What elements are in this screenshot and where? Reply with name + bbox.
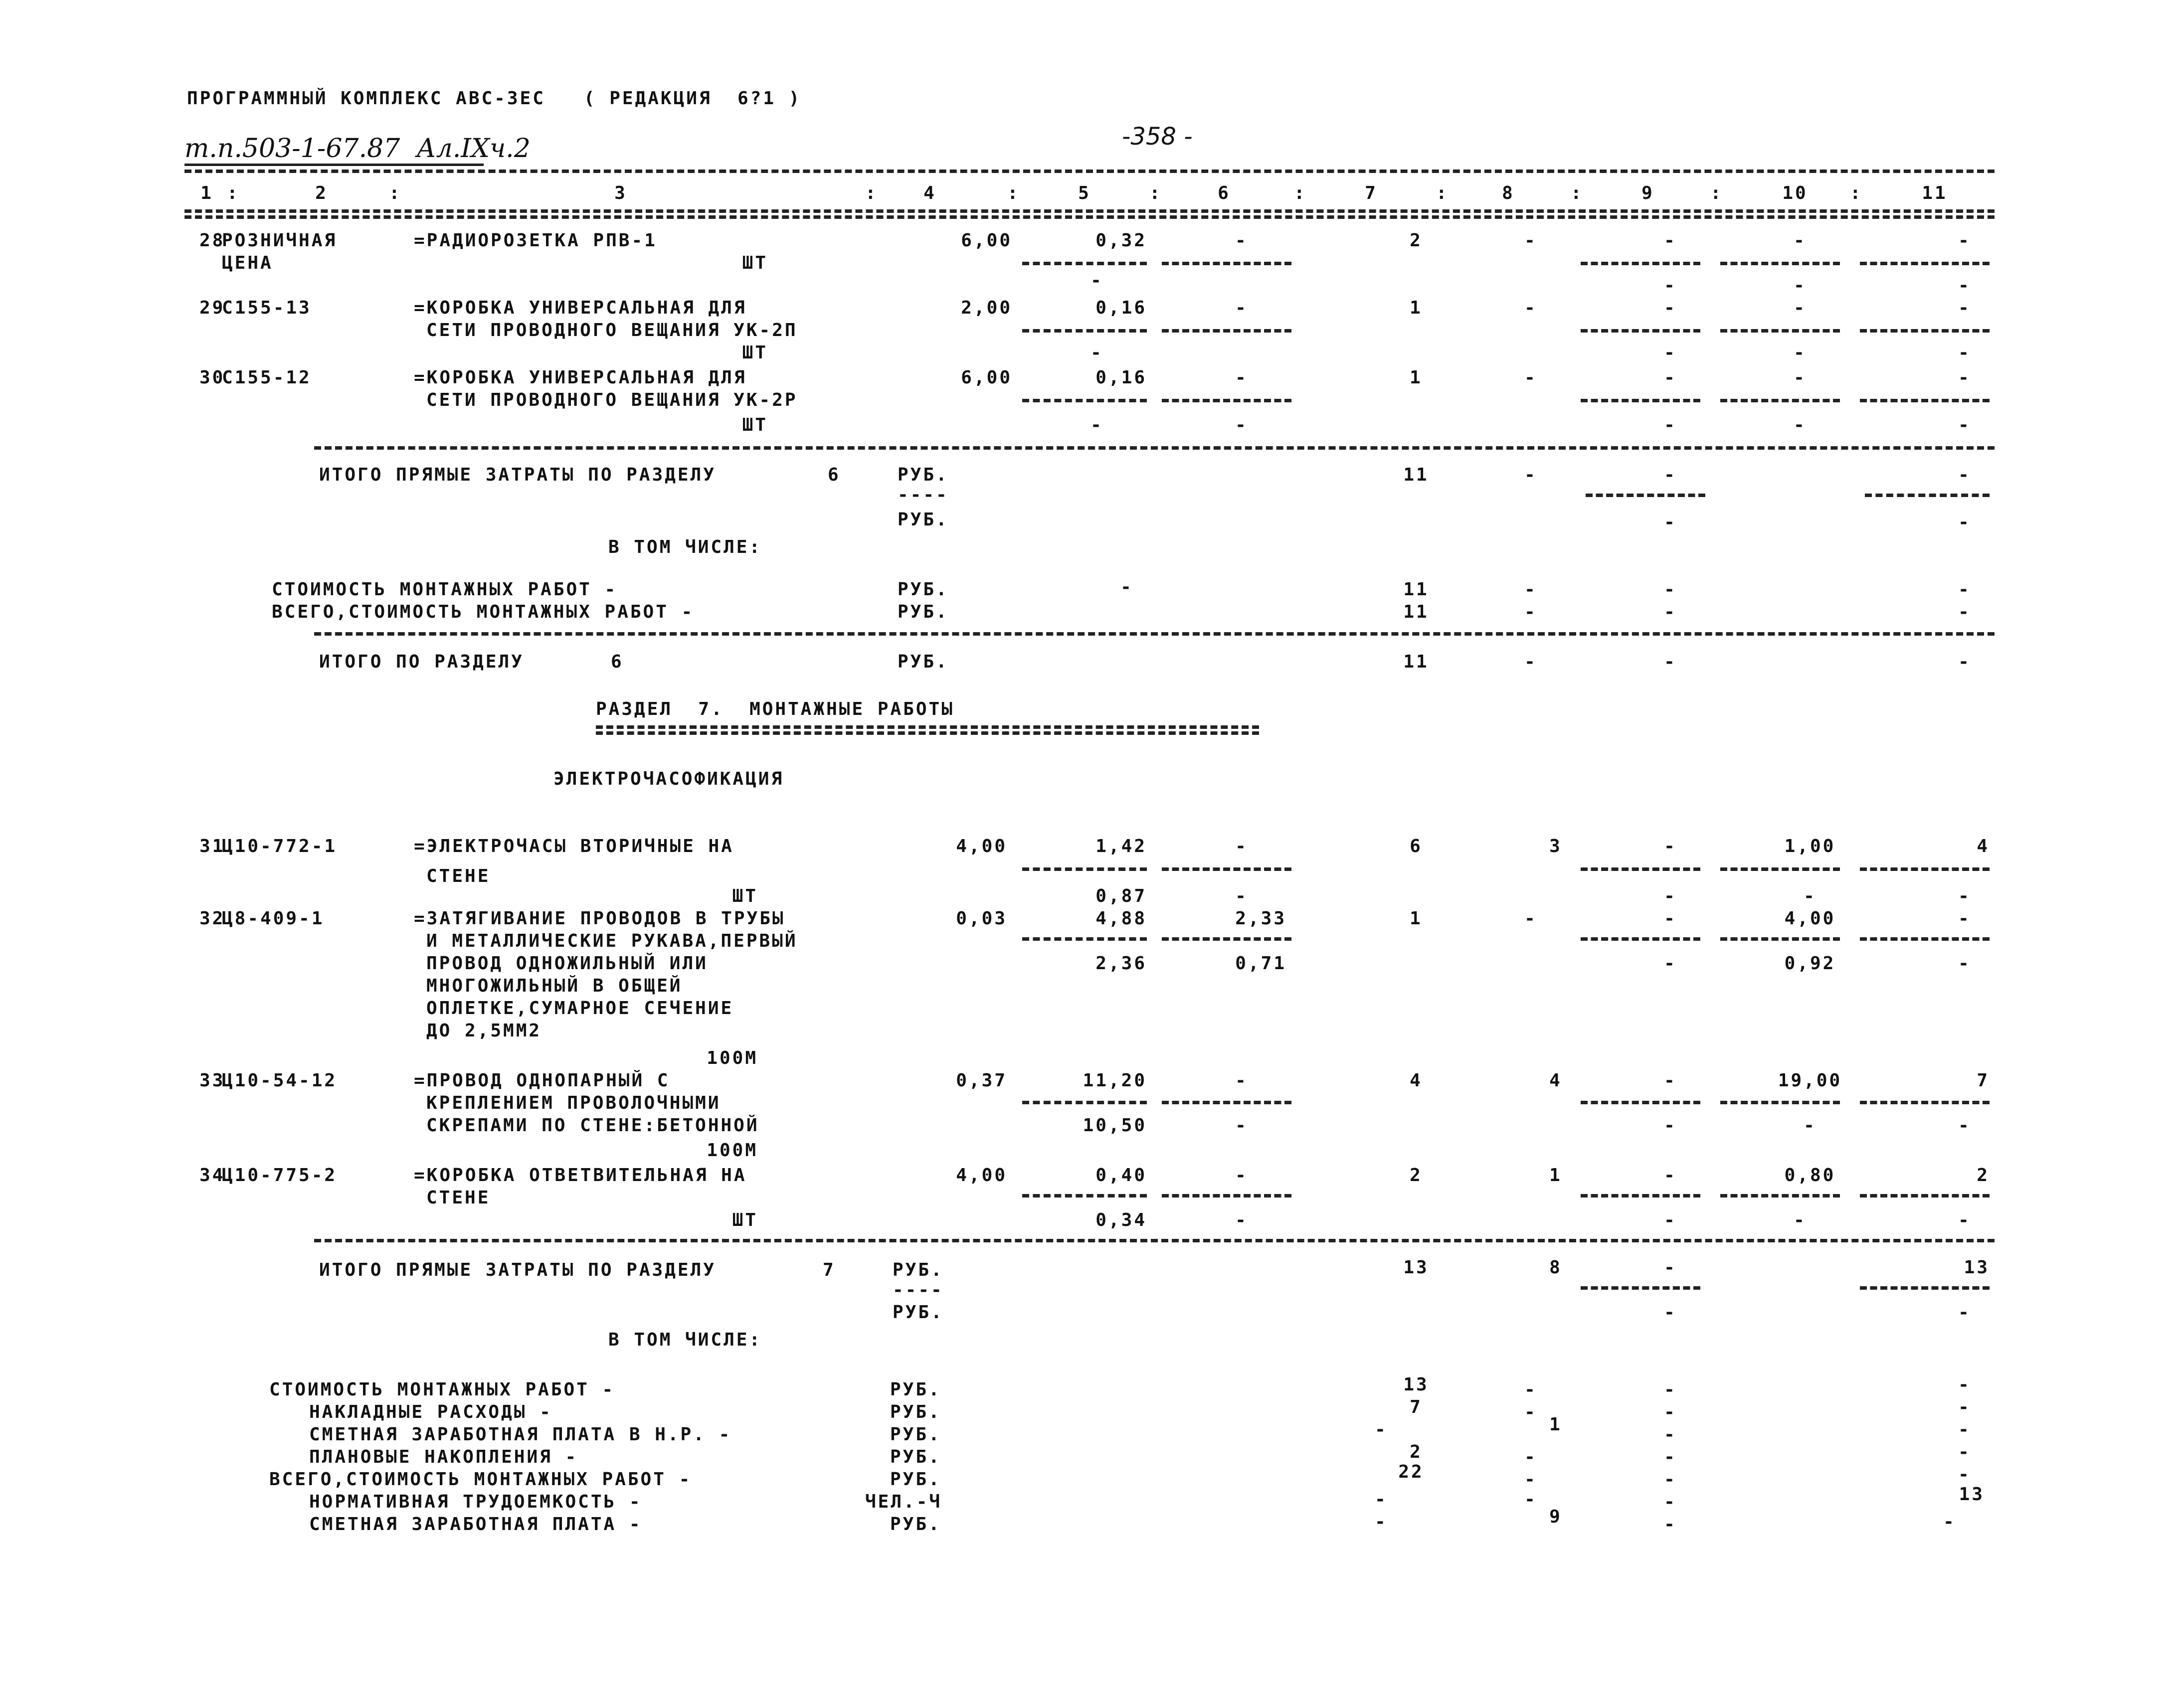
cell-col5: 1,42 [1095, 836, 1147, 856]
cell-separator [1581, 329, 1700, 333]
cell-col9-lower: - [1664, 342, 1677, 363]
cell-separator [1581, 399, 1700, 402]
unit-label: РУБ. [898, 465, 949, 485]
item-code-line2: ЦЕНА [222, 253, 273, 273]
cell-col8: - [1524, 230, 1537, 251]
page-number: -358 - [1122, 123, 1193, 151]
cell-col9-lower: - [1664, 1115, 1677, 1136]
item-description-line: СТЕНЕ [426, 1188, 491, 1208]
column-separator: : [1436, 183, 1449, 203]
cell-col9: - [1664, 230, 1677, 251]
cell-separator [1586, 494, 1705, 497]
column-separator: : [1850, 183, 1863, 203]
column-header-3: 3 [614, 183, 627, 203]
item-quantity: 6,00 [961, 367, 1012, 388]
item-number: 28 [199, 230, 225, 251]
cell-separator [1162, 1101, 1291, 1104]
cell-separator [1720, 867, 1840, 871]
program-header: ПРОГРАММНЫЙ КОМПЛЕКС АВС-ЗЕС ( РЕДАКЦИЯ 6?1 ) [187, 88, 802, 109]
item-description-line: И МЕТАЛЛИЧЕСКИЕ РУКАВА,ПЕРВЫЙ [426, 931, 798, 951]
cell-col11: - [1943, 1512, 1956, 1532]
item-description-line: СЕТИ ПРОВОДНОГО ВЕЩАНИЯ УК-2Р [426, 390, 798, 410]
cell-col7: 11 [1403, 652, 1429, 672]
cell-col11: - [1958, 1374, 1971, 1395]
cell-col5-lower: - [1090, 415, 1103, 435]
unit-dash: ---- [898, 485, 949, 505]
item-quantity: 0,37 [956, 1070, 1007, 1091]
cell-col11: 7 [1977, 1070, 1990, 1091]
breakdown-label: СМЕТНАЯ ЗАРАБОТНАЯ ПЛАТА - [309, 1514, 642, 1535]
breakdown-label: ВСЕГО,СТОИМОСТЬ МОНТАЖНЫХ РАБОТ - [272, 602, 695, 622]
cell-separator [1162, 329, 1291, 333]
cell-col9-lower: - [1664, 886, 1677, 906]
cell-col9: - [1664, 652, 1677, 672]
unit-label: РУБ. [898, 602, 949, 622]
cell-col8: - [1524, 908, 1537, 929]
cell-col9: - [1664, 602, 1677, 622]
cell-col11-lower: - [1958, 415, 1971, 435]
cell-col10: - [1794, 367, 1807, 388]
cell-col9-lower: - [1664, 415, 1677, 435]
direct-costs-label: ИТОГО ПРЯМЫЕ ЗАТРАТЫ ПО РАЗДЕЛУ [319, 465, 716, 485]
breakdown-label: ВСЕГО,СТОИМОСТЬ МОНТАЖНЫХ РАБОТ - [269, 1469, 692, 1490]
cell-separator [1720, 937, 1840, 941]
cell-col5: 0,40 [1095, 1165, 1147, 1186]
item-unit: ШТ [742, 253, 768, 273]
item-unit: ШТ [742, 342, 768, 363]
item-unit: ШТ [732, 886, 758, 906]
cell-separator [1581, 1101, 1700, 1104]
item-unit: ШТ [742, 415, 768, 435]
cell-separator [1581, 1286, 1700, 1290]
column-separator: : [1710, 183, 1723, 203]
item-description-line: СКРЕПАМИ ПО СТЕНЕ:БЕТОННОЙ [426, 1115, 759, 1136]
cell-separator [1860, 1101, 1990, 1104]
cell-col7: 11 [1403, 602, 1429, 622]
item-number: 34 [199, 1165, 225, 1186]
item-description: =ПРОВОД ОДНОПАРНЫЙ С [414, 1070, 670, 1091]
cell-col8: - [1524, 298, 1537, 318]
cell-col9-lower: - [1664, 512, 1677, 532]
item-description-line: ПРОВОД ОДНОЖИЛЬНЫЙ ИЛИ [426, 953, 708, 974]
item-unit: ШТ [732, 1210, 758, 1230]
cell-col7: 11 [1403, 465, 1429, 485]
cell-separator [1162, 867, 1291, 871]
cell-separator [1022, 1194, 1147, 1197]
item-number: 33 [199, 1070, 225, 1091]
item-description: =РАДИОРОЗЕТКА РПВ-1 [414, 230, 657, 251]
cell-col5: 0,16 [1095, 367, 1147, 388]
cell-col8: - [1524, 602, 1537, 622]
cell-col6-lower: - [1235, 415, 1248, 435]
cell-col10-lower: - [1794, 342, 1807, 363]
unit-label: РУБ. [890, 1402, 941, 1422]
cell-col11: - [1958, 602, 1971, 622]
cell-col5: 4,88 [1095, 908, 1147, 929]
cell-col8: 3 [1549, 836, 1562, 856]
column-separator: : [1294, 183, 1307, 203]
cell-separator [1860, 867, 1990, 871]
cell-col7: - [1375, 1489, 1388, 1510]
cell-col11: - [1958, 230, 1971, 251]
column-header-double-rule [184, 209, 1995, 219]
unit-label: РУБ. [890, 1514, 941, 1535]
cell-col6: - [1235, 836, 1248, 856]
item-quantity: 6,00 [961, 230, 1012, 251]
cell-col6: - [1235, 298, 1248, 318]
cell-col11: - [1958, 465, 1971, 485]
breakdown-label: НОРМАТИВНАЯ ТРУДОЕМКОСТЬ - [309, 1492, 642, 1512]
section-subtitle: ЭЛЕКТРОЧАСОФИКАЦИЯ [553, 769, 784, 789]
unit-label: РУБ. [890, 1379, 941, 1400]
cell-separator [1720, 1101, 1840, 1104]
section-total-label: ИТОГО ПО РАЗДЕЛУ [319, 652, 524, 672]
cell-col9-lower: - [1664, 1210, 1677, 1230]
cell-separator [1581, 867, 1700, 871]
cell-col10: 1,00 [1784, 836, 1836, 856]
cell-col5-lower: 0,87 [1095, 886, 1147, 906]
column-separator: : [1007, 183, 1020, 203]
cell-col11: - [1958, 298, 1971, 318]
including-label: В ТОМ ЧИСЛЕ: [608, 537, 762, 557]
cell-col9: - [1664, 1447, 1677, 1467]
cell-col8: 1 [1549, 1165, 1562, 1186]
cell-col10: - [1794, 230, 1807, 251]
cell-col11: 13 [1959, 1484, 1985, 1505]
breakdown-label: СМЕТНАЯ ЗАРАБОТНАЯ ПЛАТА В Н.Р. - [309, 1424, 732, 1445]
cell-col7: 13 [1403, 1374, 1429, 1395]
cell-col9-lower: - [1664, 1302, 1677, 1323]
cell-col9: - [1664, 1257, 1677, 1278]
cell-col7: 4 [1410, 1070, 1423, 1091]
column-header-6: 6 [1218, 183, 1231, 203]
unit-label: РУБ. [893, 1260, 944, 1280]
item-quantity: 2,00 [961, 298, 1012, 318]
column-separator: : [389, 183, 402, 203]
cell-separator [1860, 262, 1990, 265]
column-header-2: 2 [315, 183, 328, 203]
cell-col9: - [1664, 1165, 1677, 1186]
cell-col6-lower: - [1235, 886, 1248, 906]
cell-col11: 13 [1964, 1257, 1990, 1278]
breakdown-label: НАКЛАДНЫЕ РАСХОДЫ - [309, 1402, 552, 1422]
item-code: С155-13 [222, 298, 312, 318]
item-description-line: ОПЛЕТКЕ,СУМАРНОЕ СЕЧЕНИЕ [426, 998, 734, 1019]
item-description: =ЭЛЕКТРОЧАСЫ ВТОРИЧНЫЕ НА [414, 836, 734, 856]
cell-col11-lower: - [1958, 886, 1971, 906]
cell-col9: - [1664, 1424, 1677, 1445]
cell-col11: - [1958, 908, 1971, 929]
unit-label: РУБ. [898, 579, 949, 600]
item-code: Ц10-775-2 [222, 1165, 338, 1186]
cell-col5-lower: - [1090, 270, 1103, 291]
item-description-line: СЕТИ ПРОВОДНОГО ВЕЩАНИЯ УК-2П [426, 320, 798, 341]
cell-col9: - [1664, 1379, 1677, 1400]
cell-col9: - [1664, 465, 1677, 485]
cell-col11: 4 [1977, 836, 1990, 856]
section-number: 6 [611, 652, 624, 672]
reference-underline [184, 164, 484, 166]
cell-separator [1860, 329, 1990, 333]
cell-col6: - [1235, 367, 1248, 388]
cell-col8: - [1524, 465, 1537, 485]
cell-col9: - [1664, 298, 1677, 318]
cell-col11: - [1958, 1419, 1971, 1440]
cell-col8: - [1524, 652, 1537, 672]
cell-separator [1022, 262, 1147, 265]
cell-col7: 7 [1410, 1397, 1423, 1417]
unit-label: РУБ. [890, 1447, 941, 1467]
cell-separator [1022, 937, 1147, 941]
cell-col10-lower: - [1794, 1210, 1807, 1230]
cell-separator [1162, 262, 1291, 265]
item-description-line: КРЕПЛЕНИЕМ ПРОВОЛОЧНЫМИ [426, 1093, 721, 1113]
column-header-9: 9 [1641, 183, 1654, 203]
cell-separator [1860, 1286, 1990, 1290]
table-top-rule [184, 170, 1995, 173]
item-quantity: 4,00 [956, 1165, 1007, 1186]
cell-col10: 19,00 [1778, 1070, 1842, 1091]
cell-col6: - [1235, 1165, 1248, 1186]
item-description: =ЗАТЯГИВАНИЕ ПРОВОДОВ В ТРУБЫ [414, 908, 785, 929]
item-description: =КОРОБКА ОТВЕТВИТЕЛЬНАЯ НА [414, 1165, 747, 1186]
unit-label: РУБ. [890, 1424, 941, 1445]
cell-col5: 0,32 [1095, 230, 1147, 251]
cell-separator [1162, 937, 1291, 941]
cell-col11: - [1958, 367, 1971, 388]
cell-col5-lower: - [1090, 342, 1103, 363]
item-code: Ц8-409-1 [222, 908, 325, 929]
column-header-5: 5 [1078, 183, 1091, 203]
cell-col5: 11,20 [1083, 1070, 1147, 1091]
cell-col8: - [1524, 1489, 1537, 1510]
cell-col11-lower: - [1958, 275, 1971, 296]
cell-col11-lower: - [1958, 1302, 1971, 1323]
cell-col7: 1 [1410, 908, 1423, 929]
column-separator: : [1149, 183, 1162, 203]
unit-label: РУБ. [893, 1302, 944, 1323]
cell-separator [1860, 1194, 1990, 1197]
breakdown-label: СТОИМОСТЬ МОНТАЖНЫХ РАБОТ - [272, 579, 618, 600]
cell-col10-lower: - [1794, 275, 1807, 296]
section-rule [314, 446, 1995, 450]
cell-col11: - [1958, 1464, 1971, 1485]
cell-col8: 1 [1549, 1414, 1562, 1435]
cell-separator [1860, 937, 1990, 941]
cell-separator [1581, 262, 1700, 265]
unit-label: ЧЕЛ.-Ч [865, 1492, 942, 1512]
cell-col9: - [1664, 1469, 1677, 1490]
cell-col11: - [1958, 1397, 1971, 1417]
cell-col11: - [1958, 579, 1971, 600]
cell-separator [1860, 399, 1990, 402]
cell-col8: - [1524, 1469, 1537, 1490]
cell-col8: - [1524, 1379, 1537, 1400]
cell-col9-lower: - [1664, 275, 1677, 296]
cell-col11-lower: - [1958, 342, 1971, 363]
column-header-7: 7 [1365, 183, 1378, 203]
section-title-underline [596, 725, 1259, 735]
unit-label: РУБ. [898, 652, 949, 672]
cell-col11-lower: - [1958, 953, 1971, 974]
cell-col10: 0,80 [1784, 1165, 1836, 1186]
cell-col5-lower: 10,50 [1083, 1115, 1147, 1136]
column-header-10: 10 [1782, 183, 1808, 203]
cell-col7: 13 [1403, 1257, 1429, 1278]
item-number: 30 [199, 367, 225, 388]
cell-separator [1022, 1101, 1147, 1104]
section-rule [314, 1239, 1995, 1242]
section-number: 6 [828, 465, 841, 485]
cell-col11-lower: - [1958, 1210, 1971, 1230]
cell-col7: 6 [1410, 836, 1423, 856]
cell-separator [1022, 329, 1147, 333]
cell-col10-lower: 0,92 [1784, 953, 1836, 974]
cell-col7: 2 [1410, 230, 1423, 251]
item-number: 31 [199, 836, 225, 856]
item-number: 29 [199, 298, 225, 318]
section-rule [314, 632, 1995, 636]
column-header-1: 1 [200, 183, 213, 203]
cell-col9: - [1664, 1492, 1677, 1512]
cell-col7: - [1375, 1419, 1388, 1440]
cell-separator [1720, 1194, 1840, 1197]
cell-col6-lower: 0,71 [1235, 953, 1286, 974]
unit-dash: ---- [893, 1280, 944, 1300]
cell-col10-lower: - [1804, 1115, 1816, 1136]
unit-label: РУБ. [898, 510, 949, 530]
cell-col6: - [1235, 1070, 1248, 1091]
cell-separator [1720, 262, 1840, 265]
item-description-line: ДО 2,5ММ2 [426, 1021, 542, 1041]
item-quantity: 0,03 [956, 908, 1007, 929]
section-number: 7 [823, 1260, 836, 1280]
column-header-4: 4 [923, 183, 936, 203]
cell-col11-lower: - [1958, 1115, 1971, 1136]
cell-col11: - [1958, 652, 1971, 672]
cell-col8: 4 [1549, 1070, 1562, 1091]
cell-separator [1022, 399, 1147, 402]
item-quantity: 4,00 [956, 836, 1007, 856]
item-code: Ц10-772-1 [222, 836, 338, 856]
cell-col6: 2,33 [1235, 908, 1286, 929]
cell-col7: 1 [1410, 367, 1423, 388]
cell-col10: 4,00 [1784, 908, 1836, 929]
cell-separator [1720, 399, 1840, 402]
column-header-8: 8 [1502, 183, 1515, 203]
cell-separator [1865, 494, 1990, 497]
cell-col9-lower: - [1664, 953, 1677, 974]
item-description: =КОРОБКА УНИВЕРСАЛЬНАЯ ДЛЯ [414, 298, 747, 318]
item-unit: 100М [707, 1048, 758, 1068]
cell-col10: - [1794, 298, 1807, 318]
cell-col5: 0,16 [1095, 298, 1147, 318]
cell-col8: 8 [1549, 1257, 1562, 1278]
cell-col7: 2 [1410, 1442, 1423, 1462]
item-number: 32 [199, 908, 225, 929]
cell-col9: - [1664, 836, 1677, 856]
cell-col9: - [1664, 367, 1677, 388]
column-separator: : [227, 183, 240, 203]
document-reference: т.п.503-1-67.87 Ал.IXч.2 [184, 134, 531, 164]
cell-col7: - [1375, 1512, 1388, 1532]
column-header-11: 11 [1922, 183, 1948, 203]
cell-col5-lower: 0,34 [1095, 1210, 1147, 1230]
item-description-line: СТЕНЕ [426, 866, 491, 886]
cell-col11-lower: - [1958, 512, 1971, 532]
cell-col8: 9 [1549, 1507, 1562, 1527]
section-title: РАЗДЕЛ 7. МОНТАЖНЫЕ РАБОТЫ [596, 699, 954, 719]
cell-col8: - [1524, 1402, 1537, 1422]
cell-col5-lower: 2,36 [1095, 953, 1147, 974]
cell-col7: 2 [1410, 1165, 1423, 1186]
cell-col7: 1 [1410, 298, 1423, 318]
cell-col11: - [1958, 1442, 1971, 1462]
column-separator: : [1571, 183, 1584, 203]
cell-col9: - [1664, 579, 1677, 600]
cell-separator [1162, 399, 1291, 402]
cell-col8: - [1524, 579, 1537, 600]
cell-col8: - [1524, 367, 1537, 388]
cell-col11: 2 [1977, 1165, 1990, 1186]
direct-costs-label: ИТОГО ПРЯМЫЕ ЗАТРАТЫ ПО РАЗДЕЛУ [319, 1260, 716, 1280]
unit-label: РУБ. [890, 1469, 941, 1490]
cell-col6: - [1235, 230, 1248, 251]
cell-col6-lower: - [1235, 1115, 1248, 1136]
cell-separator [1581, 937, 1700, 941]
item-code: РОЗНИЧНАЯ [222, 230, 338, 251]
breakdown-label: СТОИМОСТЬ МОНТАЖНЫХ РАБОТ - [269, 1379, 615, 1400]
breakdown-label: ПЛАНОВЫЕ НАКОПЛЕНИЯ - [309, 1447, 578, 1467]
item-unit: 100М [707, 1140, 758, 1161]
cell-col10-lower: - [1794, 415, 1807, 435]
item-description-line: МНОГОЖИЛЬНЫЙ В ОБЩЕЙ [426, 976, 683, 996]
cell-col9: - [1664, 1070, 1677, 1091]
cell-separator [1720, 329, 1840, 333]
column-separator: : [865, 183, 878, 203]
cell-separator [1581, 1194, 1700, 1197]
cell-col5: - [1120, 577, 1133, 597]
cell-separator [1022, 867, 1147, 871]
cell-col7: 11 [1403, 579, 1429, 600]
item-code: С155-12 [222, 367, 312, 388]
cell-col8: - [1524, 1447, 1537, 1467]
cell-separator [1162, 1194, 1291, 1197]
cell-col6-lower: - [1235, 1210, 1248, 1230]
cell-col9: - [1664, 1402, 1677, 1422]
cell-col7: 22 [1398, 1462, 1424, 1482]
item-description: =КОРОБКА УНИВЕРСАЛЬНАЯ ДЛЯ [414, 367, 747, 388]
cell-col9: - [1664, 1514, 1677, 1535]
cell-col10-lower: - [1804, 886, 1816, 906]
cell-col9: - [1664, 908, 1677, 929]
item-code: Ц10-54-12 [222, 1070, 338, 1091]
including-label: В ТОМ ЧИСЛЕ: [608, 1330, 762, 1350]
